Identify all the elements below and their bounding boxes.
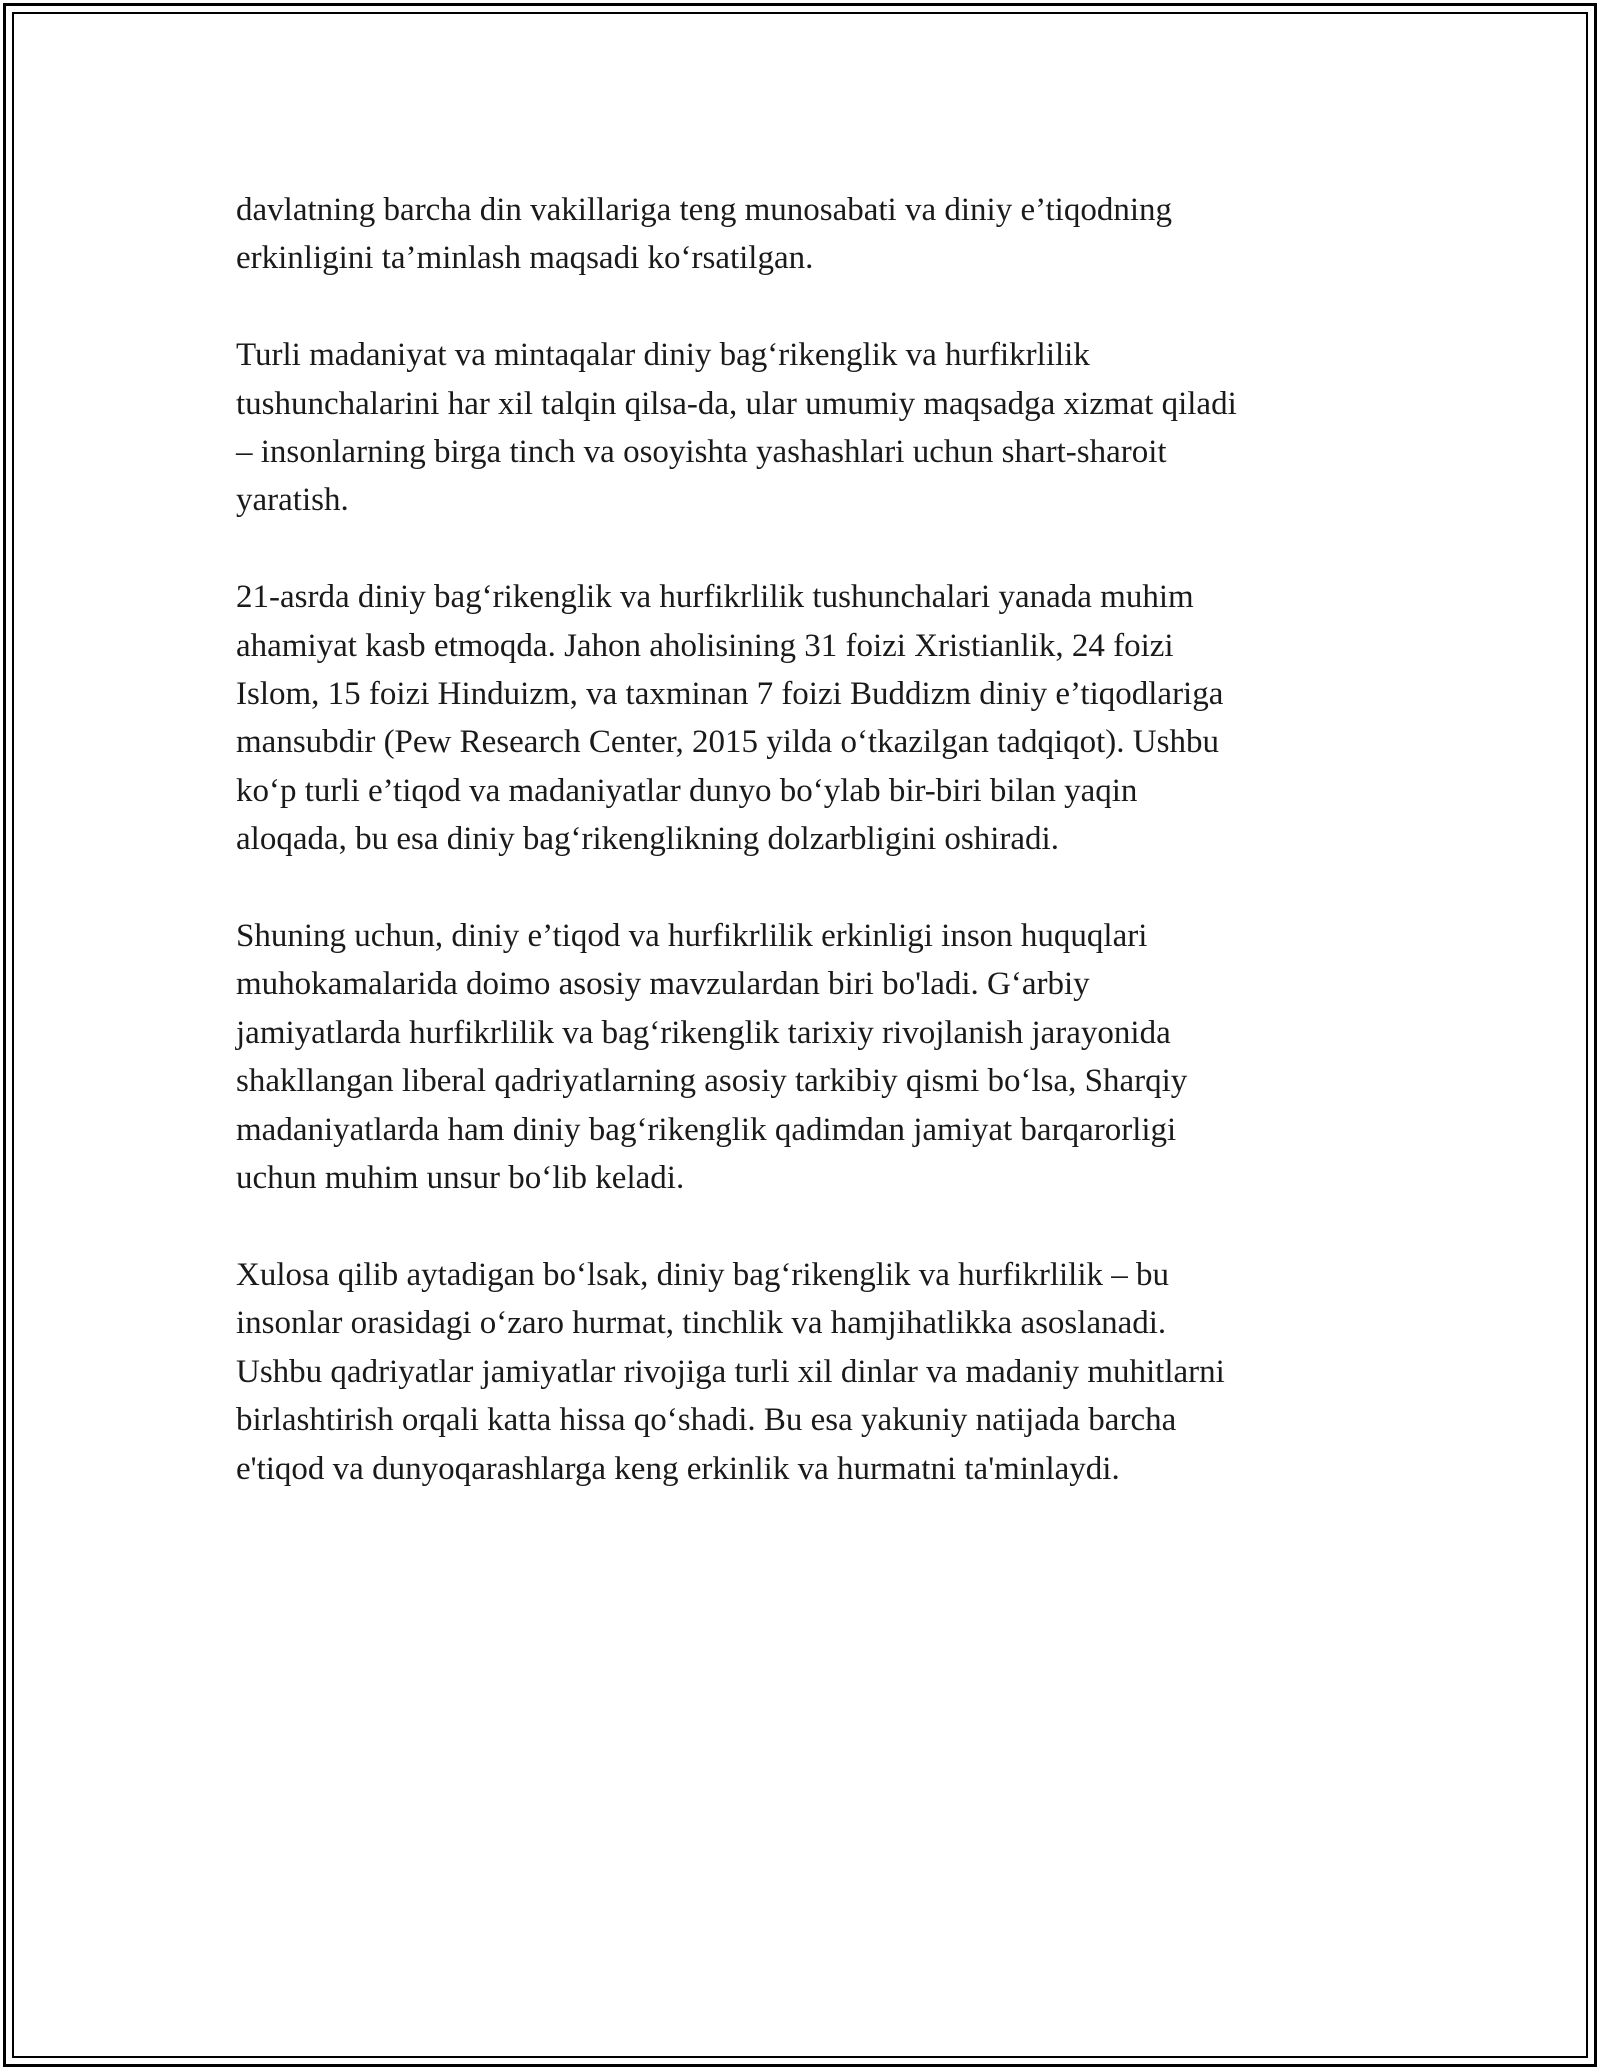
text-line: aloqada, bu esa diniy bag‘rikenglikning dolzarbligini oshiradi. <box>236 821 1059 858</box>
text-line: yaratish. <box>236 482 349 519</box>
text-line: uchun muhim unsur bo‘lib keladi. <box>236 1160 685 1197</box>
text-line: erkinligini ta’minlash maqsadi ko‘rsatilgan. <box>236 240 814 277</box>
text-line: muhokamalarida doimo asosiy mavzulardan biri bo'ladi. G‘arbiy <box>236 966 1090 1003</box>
document-body <box>236 186 1366 1541</box>
paragraph-5 <box>236 1251 1366 1493</box>
text-line: tushunchalarini har xil talqin qilsa-da, ular umumiy maqsadga xizmat qiladi <box>236 385 1237 422</box>
paragraph-3 <box>236 573 1366 863</box>
paragraph-1 <box>236 186 1366 283</box>
text-line: mansubdir (Pew Research Center, 2015 yilda o‘tkazilgan tadqiqot). Ushbu <box>236 724 1219 761</box>
text-line: Shuning uchun, diniy e’tiqod va hurfikrlilik erkinligi inson huquqlari <box>236 918 1148 955</box>
text-line: Ushbu qadriyatlar jamiyatlar rivojiga turli xil dinlar va madaniy muhitlarni <box>236 1353 1225 1390</box>
paragraph-2 <box>236 331 1366 525</box>
text-line: Islom, 15 foizi Hinduizm, va taxminan 7 foizi Buddizm diniy e’tiqodlariga <box>236 676 1224 713</box>
text-line: – insonlarning birga tinch va osoyishta yashashlari uchun shart-sharoit <box>236 434 1167 471</box>
text-line: jamiyatlarda hurfikrlilik va bag‘rikenglik tarixiy rivojlanish jarayonida <box>236 1014 1171 1051</box>
text-line: shakllangan liberal qadriyatlarning asosiy tarkibiy qismi bo‘lsa, Sharqiy <box>236 1063 1188 1100</box>
text-line: 21-asrda diniy bag‘rikenglik va hurfikrlilik tushunchalari yanada muhim <box>236 579 1194 616</box>
text-line: insonlar orasidagi o‘zaro hurmat, tinchlik va hamjihatlikka asoslanadi. <box>236 1305 1167 1342</box>
paragraph-4 <box>236 912 1366 1202</box>
text-line: e'tiqod va dunyoqarashlarga keng erkinlik va hurmatni ta'minlaydi. <box>236 1450 1120 1487</box>
text-line: Turli madaniyat va mintaqalar diniy bag‘rikenglik va hurfikrlilik <box>236 337 1090 374</box>
text-line: ko‘p turli e’tiqod va madaniyatlar dunyo bo‘ylab bir-biri bilan yaqin <box>236 772 1138 809</box>
text-line: madaniyatlarda ham diniy bag‘rikenglik qadimdan jamiyat barqarorligi <box>236 1111 1177 1148</box>
text-line: davlatning barcha din vakillariga teng munosabati va diniy e’tiqodning <box>236 192 1172 228</box>
text-line: ahamiyat kasb etmoqda. Jahon aholisining 31 foizi Xristianlik, 24 foizi <box>236 627 1174 664</box>
text-line: birlashtirish orqali katta hissa qo‘shadi. Bu esa yakuniy natijada barcha <box>236 1402 1177 1439</box>
text-line: Xulosa qilib aytadigan bo‘lsak, diniy bag‘rikenglik va hurfikrlilik – bu <box>236 1256 1169 1293</box>
